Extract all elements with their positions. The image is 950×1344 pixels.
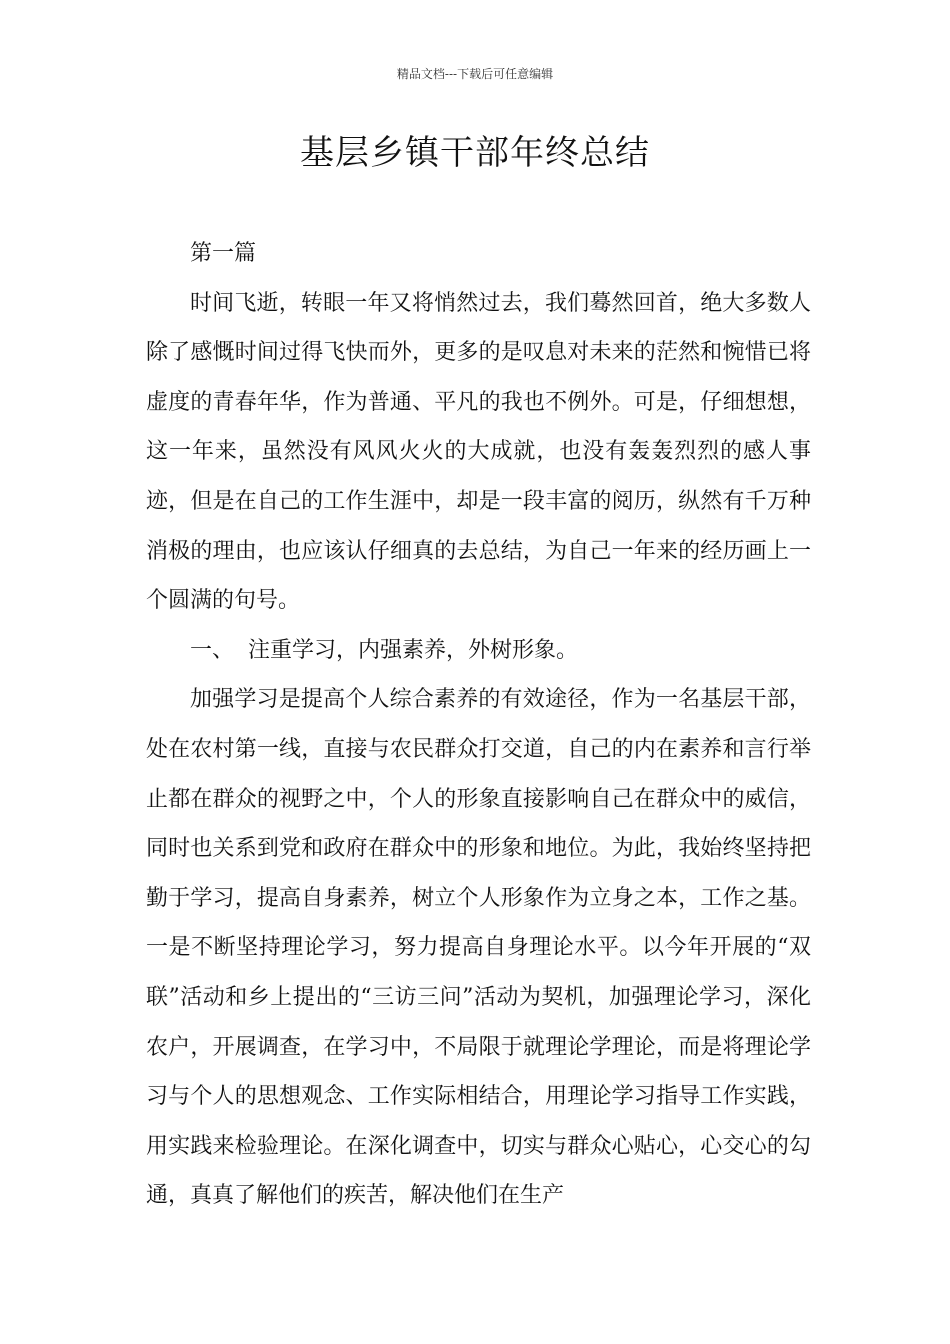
section-heading-number: 一、 xyxy=(190,637,235,663)
paragraph-study: 加强学习是提高个人综合素养的有效途径，作为一名基层干部，处在农村第一线，直接与农民群众打交道，自己的内在素养和言行举止都在群众的视野之中，个人的形象直接影响自己在群众中的威信，同时也关系到党和政府在群众中的形象和地位。为此，我始终坚持把勤于学习，提高自身素养，树立个人形象作为立身之本，工作之基。一是不断坚持理论学习，努力提高自身理论水平。以今年开展的“双联”活动和乡上提出的“三访三问”活动为契机，加强理论学习，深化农户，开展调查，在学习中，不局限于就理论学理论，而是将理论学习与个人的思想观念、工作实际相结合，用理论学习指导工作实践，用实践来检验理论。在深化调查中，切实与群众心贴心，心交心的勾通，真真了解他们的疾苦，解决他们在生产 xyxy=(146,687,811,1209)
document-title: 基层乡镇干部年终总结 xyxy=(300,133,650,173)
document-body xyxy=(146,229,811,1221)
page-header: 精品文档---下载后可任意编辑 xyxy=(396,67,554,81)
paragraph-intro: 时间飞逝，转眼一年又将悄然过去，我们蓦然回首，绝大多数人除了感慨时间过得飞快而外，更多的是叹息对未来的茫然和惋惜已将虚度的青春年华，作为普通、平凡的我也不例外。可是，仔细想想，这一年来，虽然没有风风火火的大成就，也没有轰轰烈烈的感人事迹，但是在自己的工作生涯中，却是一段丰富的阅历，纵然有千万种消极的理由，也应该认仔细真的去总结，为自己一年来的经历画上一个圆满的句号。 xyxy=(146,290,811,614)
section-heading-1 xyxy=(146,626,811,676)
section-heading-text: 注重学习，内强素养，外树形象。 xyxy=(248,637,579,663)
section-label: 第一篇 xyxy=(190,241,257,266)
